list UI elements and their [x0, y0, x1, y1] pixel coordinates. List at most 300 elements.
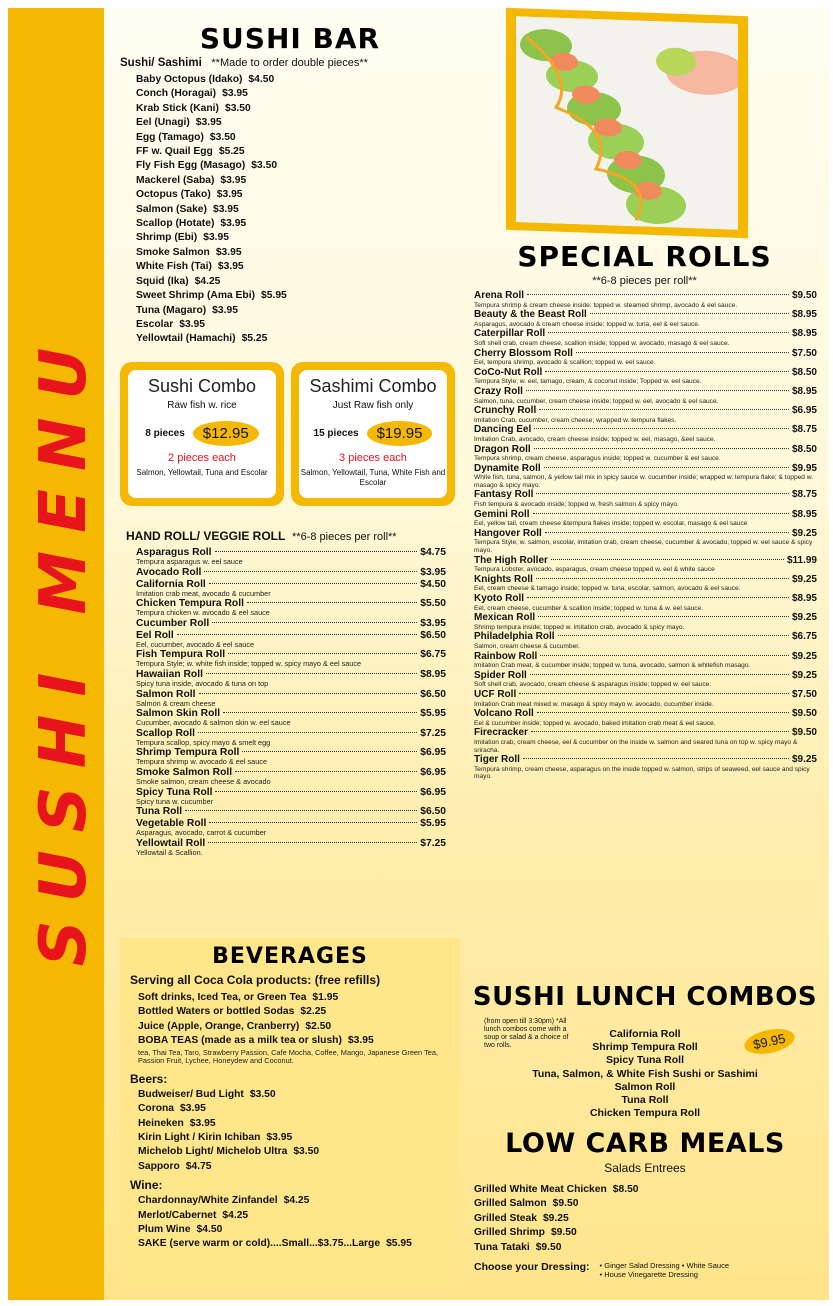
- sushi-list: [136, 73, 450, 347]
- menu-item: [136, 289, 450, 303]
- combo-price: $12.95: [193, 421, 259, 446]
- menu-item: [136, 304, 450, 318]
- item-name: Eel Roll: [136, 629, 174, 641]
- side-banner: [8, 8, 104, 1300]
- item-name: Vegetable Roll: [136, 818, 207, 830]
- menu-item: [136, 669, 446, 689]
- item-price: $3.95: [216, 189, 243, 201]
- menu-item: [138, 1145, 450, 1159]
- item-name: Salmon Roll: [136, 688, 196, 700]
- item-description: Asparagus, avocado & cream cheese inside; topped w. tuna, eel & eel sauce.: [474, 320, 700, 328]
- item-price: $9.50: [791, 290, 817, 301]
- item-name: Dancing Eel: [474, 424, 532, 436]
- menu-item-row: [136, 159, 277, 173]
- menu-item: [136, 567, 446, 579]
- lunch-option: Shrimp Tempura Roll: [592, 1041, 698, 1054]
- item-price: $8.50: [612, 1184, 639, 1195]
- item-price: $8.75: [791, 489, 817, 501]
- item-name: Dynamite Roll: [474, 462, 541, 474]
- menu-item: [474, 367, 817, 386]
- leader-dots: [215, 551, 418, 552]
- item-name: Sweet Shrimp (Ama Ebi): [136, 290, 256, 302]
- menu-item: [136, 275, 450, 289]
- item-name: Conch (Horagai): [136, 88, 217, 100]
- menu-item: [136, 145, 450, 159]
- lunch-section: [470, 982, 820, 1012]
- item-name: Smoke Salmon Roll: [136, 766, 233, 778]
- menu-item-row: [138, 1194, 309, 1208]
- menu-item: [136, 818, 446, 838]
- item-name: Hawaiian Roll: [136, 668, 203, 680]
- menu-item-row: [138, 1102, 206, 1116]
- item-name: Yellowtail Roll: [136, 837, 206, 849]
- lunch-options: [520, 1028, 770, 1120]
- item-name: Tiger Roll: [474, 754, 520, 766]
- leader-dots: [534, 428, 789, 429]
- item-price: $3.95: [266, 1132, 293, 1144]
- menu-item: [474, 689, 817, 708]
- item-name: FF w. Quail Egg: [136, 146, 213, 158]
- item-price: $7.50: [791, 688, 817, 700]
- item-description: Eel & cucumber inside; topped w. avocado, baked imitation crab meat & eel sauce.: [474, 719, 716, 727]
- menu-item: [474, 555, 817, 574]
- item-name: Mexican Roll: [474, 612, 536, 624]
- dressing-row: [474, 1261, 820, 1279]
- sashimi-combo-box: [291, 362, 455, 506]
- item-name: Mackerel (Saba): [136, 174, 215, 186]
- boba-description: tea, Thai Tea, Taro, Strawberry Passion, Cafe Mocha, Coffee, Mango, Japanese Green Tea, Passion Fruit, Lychee, Honeydew and Coconut.: [138, 1047, 439, 1066]
- item-name: Kyoto Roll: [474, 593, 524, 604]
- item-description: Salmon, cream cheese & cucumber.: [474, 642, 580, 650]
- item-name: BOBA TEAS (made as a milk tea or slush): [138, 1035, 342, 1047]
- item-description: Tempura asparagus w. eel sauce: [136, 557, 243, 566]
- item-name: UCF Roll: [474, 688, 517, 700]
- item-price: $9.25: [791, 754, 817, 766]
- menu-item: [474, 424, 817, 443]
- leader-dots: [576, 352, 789, 353]
- item-price: $3.95: [220, 174, 247, 186]
- item-name: Shrimp Tempura Roll: [136, 747, 240, 759]
- item-price: $7.25: [420, 727, 446, 739]
- sushi-sashimi-subtitle: Sushi/ Sashimi **Made to order double pieces**: [120, 57, 368, 69]
- special-rolls-list: [474, 290, 817, 781]
- leader-dots: [206, 673, 417, 674]
- lunch-option: Salmon Roll: [614, 1080, 676, 1093]
- beverages-section: [120, 938, 460, 1288]
- menu-item: [138, 1088, 450, 1102]
- item-price: $8.95: [791, 328, 817, 340]
- leader-dots: [215, 791, 417, 792]
- item-price: $3.95: [212, 203, 239, 215]
- item-price: $5.25: [218, 146, 245, 158]
- menu-item-row: [136, 806, 446, 818]
- item-price: $3.95: [203, 232, 229, 244]
- item-name: Fantasy Roll: [474, 489, 534, 501]
- item-name: Krab Stick (Kani): [136, 102, 219, 114]
- item-price: $6.95: [791, 405, 817, 417]
- menu-item: [136, 598, 446, 618]
- wine-list: [138, 1194, 450, 1252]
- menu-item: [474, 528, 817, 555]
- item-price: $9.50: [552, 1198, 579, 1210]
- menu-item-row: [136, 131, 236, 145]
- leader-dots: [235, 771, 417, 772]
- menu-item-row: [136, 203, 239, 217]
- menu-item-row: [136, 231, 229, 245]
- menu-item: [138, 1020, 450, 1034]
- item-price: $4.25: [194, 275, 221, 287]
- item-price: $9.25: [791, 650, 817, 662]
- item-price: $6.75: [791, 631, 817, 643]
- menu-item-row: [474, 1241, 561, 1255]
- low-carb-subtitle: Salads Entrees: [604, 1161, 686, 1175]
- menu-item-row: [136, 73, 274, 87]
- item-description: Imitation Crab, avocado, cream cheese inside; topped w. eel, masago, &eel sauce.: [474, 435, 716, 443]
- item-price: $4.25: [283, 1195, 310, 1207]
- leader-dots: [531, 731, 789, 732]
- item-name: Tuna Tataki: [474, 1241, 530, 1253]
- leader-dots: [539, 409, 789, 410]
- item-price: $6.50: [420, 806, 446, 818]
- item-price: $3.95: [420, 617, 446, 629]
- lunch-option: Spicy Tuna Roll: [606, 1054, 684, 1067]
- item-price: $8.95: [791, 309, 817, 321]
- sushi-roll-image: [516, 16, 738, 230]
- menu-item: [474, 612, 817, 631]
- leader-dots: [544, 467, 789, 468]
- menu-item: [474, 405, 817, 424]
- item-description: Tempura Lobster, avocado, asparagus, cream cheese topped w. eel & white sauce: [474, 566, 715, 574]
- menu-item: [136, 787, 446, 807]
- special-rolls-title: SPECIAL ROLLS: [517, 240, 772, 273]
- item-name: CoCo-Nut Roll: [474, 366, 543, 378]
- combo-subtitle: Raw fish w. rice: [167, 400, 237, 411]
- dressing-option: • Ginger Salad Dressing • White Sauce: [599, 1261, 730, 1271]
- item-price: $5.95: [420, 708, 446, 720]
- menu-item: [136, 73, 450, 87]
- item-description: Salmon & cream cheese: [136, 698, 216, 708]
- item-name: Asparagus Roll: [136, 547, 212, 558]
- combo-fish: Salmon, Yellowtail, Tuna, White Fish and Escolar: [300, 468, 446, 487]
- menu-item: [136, 318, 450, 332]
- menu-item: [138, 1194, 450, 1208]
- menu-item: [474, 708, 817, 727]
- menu-item: [474, 1241, 818, 1255]
- menu-item: [136, 188, 450, 202]
- dressing-options: [600, 1261, 729, 1279]
- leader-dots: [533, 513, 789, 514]
- menu-item: [136, 838, 446, 858]
- hand-roll-section: [126, 527, 456, 857]
- item-name: Corona: [138, 1103, 175, 1115]
- item-price: $4.50: [196, 1224, 223, 1236]
- menu-item-row: [138, 1160, 212, 1174]
- menu-item: [474, 1212, 818, 1226]
- item-price: $6.50: [420, 688, 446, 700]
- menu-item: [474, 1226, 818, 1240]
- menu-item: [138, 1223, 450, 1237]
- menu-item: [136, 649, 446, 669]
- combo-count: 8 pieces: [145, 428, 185, 439]
- menu-item: [474, 727, 817, 754]
- combo-count: 15 pieces: [313, 428, 359, 439]
- item-name: Salmon Skin Roll: [136, 708, 221, 720]
- menu-item: [138, 1160, 450, 1174]
- menu-item-row: [136, 102, 251, 116]
- menu-item: [474, 1197, 818, 1211]
- item-description: Fish tempura & avocado inside; topped w. fresh salmon & spicy mayo.: [474, 501, 679, 509]
- menu-item-row: [138, 1209, 248, 1223]
- item-name: Baby Octopus (Idako): [136, 74, 243, 85]
- leader-dots: [537, 712, 789, 713]
- wine-label: Wine:: [130, 1178, 163, 1193]
- item-price: $9.25: [791, 573, 817, 585]
- item-description: Eel, tempura shrimp, avocado & scallion; topped w. eel sauce.: [474, 359, 656, 367]
- leader-dots: [551, 559, 784, 560]
- leader-dots: [177, 634, 417, 635]
- item-name: Grilled Salmon: [474, 1198, 547, 1210]
- combo-each: 2 pieces each: [168, 452, 236, 464]
- menu-item: [136, 217, 450, 231]
- item-price: $8.95: [791, 593, 817, 604]
- item-price: $4.75: [420, 547, 446, 558]
- item-description: Tempura Style; w. white fish inside; topped w. spicy mayo & eel sauce: [136, 659, 362, 669]
- item-description: Tempura Style; w. eel, tamago, cream, & coconut inside; Topped w. eel sauce.: [474, 378, 702, 386]
- combo-card: [299, 370, 447, 498]
- beverages-title: BEVERAGES: [212, 944, 368, 969]
- item-name: Michelob Light/ Michelob Ultra: [138, 1146, 288, 1158]
- menu-item-row: [138, 1145, 319, 1159]
- item-description: Eel, yellow tail, cream cheese &tempura flakes inside; topped w. escolar, masago & eel sauce: [474, 520, 748, 528]
- item-description: White fish, tuna, salmon, & yellow tail mix in spicy sauce w. cucumber inside; wrapped w. tempura flake; & topped w. masago & spicy mayo.: [474, 474, 814, 489]
- menu-item: [136, 547, 446, 567]
- menu-item: [474, 651, 817, 670]
- item-name: Fish Tempura Roll: [136, 649, 226, 661]
- item-name: Tuna Roll: [136, 806, 183, 818]
- low-carb-title: LOW CARB MEALS: [505, 1128, 785, 1159]
- menu-item-row: [138, 1237, 412, 1251]
- lunch-title: SUSHI LUNCH COMBOS: [472, 982, 818, 1012]
- item-price: $5.95: [261, 290, 287, 302]
- menu-item-row: [136, 188, 243, 202]
- item-name: Grilled Steak: [474, 1212, 537, 1224]
- beverages-list: [138, 991, 450, 1049]
- item-description: Imitation Crab, cucumber, cream cheese; wrapped w. tempura flakes.: [474, 416, 677, 424]
- item-name: Fly Fish Egg (Masago): [136, 160, 246, 172]
- item-price: $7.25: [420, 837, 446, 849]
- item-price: $3.95: [217, 261, 244, 273]
- item-price: $6.95: [420, 766, 446, 778]
- item-name: Spider Roll: [474, 669, 527, 681]
- item-price: $9.50: [791, 708, 817, 720]
- menu-item-row: [474, 1226, 577, 1240]
- menu-item-row: [136, 289, 287, 303]
- item-price: $9.25: [791, 669, 817, 681]
- item-description: Yellowtail & Scallion.: [136, 847, 203, 857]
- item-description: Shrimp tempura inside; topped w. imitation crab, avocado & spicy mayo.: [474, 623, 685, 631]
- leader-dots: [199, 693, 418, 694]
- menu-item-row: [138, 1088, 276, 1102]
- item-price: $3.95: [195, 117, 222, 129]
- item-price: $5.95: [386, 1238, 412, 1250]
- item-price: $6.75: [420, 649, 446, 661]
- leader-dots: [204, 571, 417, 572]
- menu-item: [136, 203, 450, 217]
- item-name: Plum Wine: [138, 1224, 191, 1236]
- combo-price: $19.95: [367, 421, 433, 446]
- leader-dots: [540, 655, 789, 656]
- menu-item: [136, 708, 446, 728]
- item-name: Crazy Roll: [474, 385, 523, 397]
- menu-item: [136, 806, 446, 818]
- item-name: Cherry Blossom Roll: [474, 347, 573, 359]
- menu-item: [474, 574, 817, 593]
- item-description: Imitation Crab meat, & cucumber inside; topped w. tuna, avocado, salmon & whitefish masago.: [474, 662, 751, 670]
- item-description: Spicy tuna w. cucumber: [136, 796, 214, 806]
- item-name: Firecracker: [474, 727, 528, 739]
- item-description: Soft shell crab, avocado, cream cheese & asparagus inside; topped w. eel sauce.: [474, 681, 712, 689]
- item-description: Tempura scallop, spicy mayo & smelt egg: [136, 737, 271, 747]
- beers-list: [138, 1088, 450, 1174]
- leader-dots: [536, 578, 789, 579]
- leader-dots: [208, 842, 417, 843]
- item-price: $9.95: [791, 462, 817, 474]
- leader-dots: [536, 493, 789, 494]
- item-name: Escolar: [136, 318, 174, 330]
- item-price: $3.95: [220, 218, 247, 230]
- item-price: $8.75: [791, 424, 817, 436]
- sushi-bar-title: SUSHI BAR: [199, 22, 381, 55]
- menu-item: [136, 231, 450, 245]
- menu-item: [136, 630, 446, 650]
- item-price: $8.95: [420, 668, 446, 680]
- item-price: $3.50: [224, 102, 251, 114]
- menu-item: [136, 102, 450, 116]
- item-description: Eel, cream cheese & tamago inside; topped w. tuna, escolar, salmon, avocado & eel sauce.: [474, 585, 741, 593]
- dressing-option: • House Vinegarette Dressing: [599, 1270, 698, 1280]
- item-description: Salmon, tuna, cucumber, cream cheese inside; topped w. eel, avocado & eel sauce.: [474, 397, 719, 405]
- item-price: $8.50: [791, 443, 817, 455]
- lunch-note: (from open till 3:30pm) *All lunch combos come with a soup or salad & a choice of two rolls.: [484, 1018, 569, 1049]
- leader-dots: [548, 332, 789, 333]
- menu-item: [474, 386, 817, 405]
- leader-dots: [527, 294, 789, 295]
- item-description: Tempura chicken w. avocado & eel sauce: [136, 608, 270, 618]
- item-description: Soft shell crab, cream cheese, scallion inside; topped w. avocado, masago & eel sauce.: [474, 339, 730, 347]
- menu-item: [474, 631, 817, 650]
- leader-dots: [538, 616, 789, 617]
- item-price: $4.75: [185, 1160, 212, 1172]
- menu-item: [136, 689, 446, 709]
- menu-item-row: [138, 1131, 292, 1145]
- item-description: Eel, cream cheese, cucumber & scallion inside; topped w. tuna & w. eel sauce.: [474, 604, 704, 612]
- menu-item-row: [136, 145, 245, 159]
- menu-item: [474, 348, 817, 367]
- menu-item: [138, 991, 450, 1005]
- leader-dots: [527, 597, 789, 598]
- item-description: Imitation crab meat, avocado & cucumber: [136, 588, 271, 598]
- item-name: Kirin Light / Kirin Ichiban: [138, 1132, 261, 1144]
- item-price: $9.50: [535, 1241, 562, 1253]
- menu-item: [136, 159, 450, 173]
- item-name: Grilled White Meat Chicken: [474, 1184, 607, 1195]
- item-price: $3.50: [293, 1146, 320, 1158]
- menu-item: [136, 579, 446, 599]
- combo-price-row: [299, 421, 447, 446]
- menu-item-row: [138, 991, 338, 1005]
- menu-item: [474, 754, 817, 781]
- item-description: Tempura shrimp, cream cheese, asparagus on the inside topped w. salmon, strips of seaweed, eel sauce and spicy mayo.: [474, 765, 810, 781]
- item-price: $1.95: [312, 992, 339, 1003]
- item-price: $4.25: [222, 1209, 249, 1221]
- hand-roll-title: HAND ROLL/ VEGGIE ROLL **6-8 pieces per roll**: [126, 529, 397, 543]
- menu-item: [138, 1102, 450, 1116]
- item-description: Tempura shrimp w. avocado & eel sauce: [136, 757, 268, 767]
- hand-roll-list: [136, 547, 446, 857]
- item-price: $9.25: [791, 612, 817, 624]
- menu-item: [136, 174, 450, 188]
- item-name: Smoke Salmon: [136, 246, 210, 258]
- item-name: Cucumber Roll: [136, 617, 210, 629]
- item-name: Soft drinks, Iced Tea, or Green Tea: [138, 992, 307, 1003]
- item-price: $3.95: [420, 566, 446, 578]
- leader-dots: [223, 712, 417, 713]
- item-price: $3.50: [209, 131, 236, 143]
- item-price: $3.50: [251, 160, 278, 172]
- menu-item-row: [136, 332, 267, 346]
- item-description: Spicy tuna inside, avocado & tuna on top: [136, 678, 269, 688]
- item-price: $3.95: [347, 1035, 374, 1047]
- menu-item-row: [474, 1212, 569, 1226]
- menu-item: [136, 332, 450, 346]
- sushi-photo: [506, 8, 748, 238]
- item-name: White Fish (Tai): [136, 261, 212, 273]
- menu-item: [474, 309, 817, 328]
- combo-price-row: [128, 421, 276, 446]
- item-price: $8.50: [791, 366, 817, 378]
- menu-item: [136, 767, 446, 787]
- item-name: Beauty & the Beast Roll: [474, 309, 587, 321]
- item-price: $9.50: [791, 727, 817, 739]
- menu-item-row: [136, 318, 205, 332]
- menu-item: [138, 1237, 450, 1251]
- item-name: Grilled Shrimp: [474, 1227, 545, 1239]
- combo-each: 3 pieces each: [339, 452, 407, 464]
- lunch-option: Chicken Tempura Roll: [589, 1107, 701, 1120]
- menu-item: [136, 246, 450, 260]
- leader-dots: [185, 810, 417, 811]
- item-name: SAKE (serve warm or cold)....Small...$3.75...Large: [138, 1238, 381, 1250]
- item-description: Tempura Style; w. salmon, escolar, imitation crab, cream cheese, cucumber & avocado; topped w. eel sauce & spicy mayo.: [474, 539, 813, 555]
- item-price: $6.95: [420, 786, 446, 798]
- item-price: $11.99: [786, 554, 817, 566]
- menu-item: [136, 728, 446, 748]
- item-description: Cucumber, avocado & salmon skin w. eel sauce: [136, 718, 291, 728]
- item-name: Rainbow Roll: [474, 650, 538, 662]
- dressing-label: Choose your Dressing:: [474, 1261, 590, 1274]
- leader-dots: [209, 822, 417, 823]
- low-carb-section: [470, 1128, 820, 1279]
- item-description: Asparagus, avocado, carrot & cucumber: [136, 828, 267, 838]
- item-name: Scallop Roll: [136, 727, 195, 739]
- menu-item-row: [136, 275, 220, 289]
- item-name: Volcano Roll: [474, 708, 534, 720]
- menu-item: [138, 1131, 450, 1145]
- menu-item: [136, 116, 450, 130]
- item-price: $9.25: [791, 527, 817, 539]
- menu-item: [474, 509, 817, 528]
- menu-item-row: [136, 618, 446, 630]
